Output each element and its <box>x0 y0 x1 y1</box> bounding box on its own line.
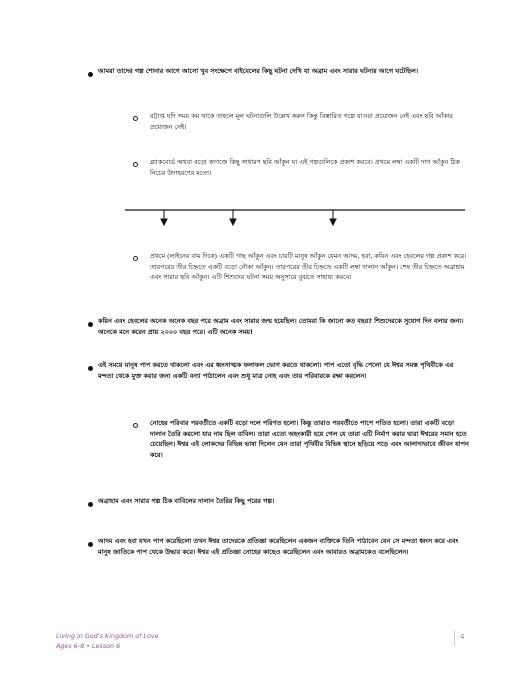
bullet-dot <box>88 542 93 547</box>
paragraph-intro: আমরা তাদের গল্প শোনার আগে আসো খুব সংক্ষেপে বাইবেলের কিছু ঘটনা দেখি যা অব্রাম এবং সারার ঘটনার আগে ঘটেছিল। <box>98 67 419 75</box>
footer-subtitle: Ages 6-8 • Lesson 6 <box>56 642 121 650</box>
page-number-divider <box>454 630 455 646</box>
page-number: 4 <box>460 633 465 641</box>
timeline-arrow <box>330 210 336 225</box>
timeline-arrow <box>161 210 167 225</box>
bullet-dot <box>88 502 93 507</box>
paragraph-instruction: ব্ল্যাকবোর্ড অথবা বড়ো কাগজে কিছু সাধারণ ছবি আঁকুন যা এই গল্পগুলিকে প্রকাশ করবে। প্রথমে লম্বা একটি দাগ আঁকুন ঠিক নিচের উদাহরণের মতো। <box>150 158 460 177</box>
bullet-dot <box>88 366 93 371</box>
paragraph-drawing-steps: প্রথমে (লাইনের বাম দিকে) একটি গাছ আঁকুন এবং চারটি মানুষ আঁকুন যেমন আদম, হবা, কয়িন এবং হেবলের গল্প প্রকাশ করে। তারপরের তীর চিহ্নতে একটি বড়ো নৌকা আঁকুন। তারপরের তীর চিহ্নতে একটি লম্বা দালান আঁকুন। শেষ তীর চিহ্নতে অব্রাহাম এবং সারার ছবি আঁকুন। এটি শিশুদের ঘটনা সময় অনুসারে বুঝতে সাহায্য করবে। <box>150 252 467 281</box>
bullet-dot <box>88 72 93 77</box>
paragraph-note: রট্টাপ্ত যদি সময় কম থাকে তাহলে মূল ঘটনাগুলি উল্লেখ করুন কিন্তু বিস্তারিত গল্পে যাওয়া প্রয়োজন নেই এবং ছবি আঁকার প্রয়োজন নেই। <box>150 112 453 131</box>
sub-bullet-circle <box>133 423 138 428</box>
paragraph-babel: নোহের পরিবার পরবর্তীতে একটি বড়ো দলে পরিণত হলো। কিন্তু তারাও পরবর্তীতে পাপে পতিত হলো। তারা একটি বড়ো দালান তৈরি করলো যার নাম ছিল বাবিল। তারা এতো অহংকারী হয়ে গেল যে তারা এটি নির্মাণ করার দ্বারা ঈশ্বরের সমান হতে চেয়েছিল। ঈশ্বর এই লোকদের বিভিন্ন ভাষা দিলেন যেন তারা পৃথিবীর বিভিন্ন স্থানে ছড়িয়ে পড়ে এবং আলাদাভাবে জীবন যাপন করে। <box>150 419 469 459</box>
bullet-dot <box>88 322 93 327</box>
paragraph-flood: এই সময়ে মানুষ পাপ করতে থাকলো এবং এর ধ্বংসাত্মক ফলাফল ভোগ করতে থাকলো। পাপ এতো বৃদ্ধি পেলো যে ঈশ্বর সমস্ত পৃথিবীকে এর মন্দতা থেকে মুক্ত করার জন্য একটি বন্যা পাঠালেন এবং শুধু মাত্র নোহ এবং তার পরিবারকে রক্ষা করলেন। <box>98 361 454 380</box>
sub-bullet-circle <box>133 162 138 167</box>
paragraph-promise: আদম এবং হবা যখন পাপ করেছিলো তখন ঈশ্বর তাদেরকে প্রতিজ্ঞা করেছিলেন একজন ব্যক্তিকে তিনি পাঠাবেন যেন সে মন্দতা ধ্বংস করে এবং মানুষ জাতিকে পাপ থেকে উদ্ধার করে। ঈশ্বর এই প্রতিজ্ঞা নোহের কাছেও করেছিলেন এবং আবারও অব্রামকেও বলেছিলেন। <box>98 537 459 556</box>
sub-bullet-circle <box>133 116 138 121</box>
timeline-arrow <box>230 210 236 225</box>
sub-bullet-circle <box>133 256 138 261</box>
paragraph-years: কয়িন এবং হেবলের অনেক অনেক বছর পরে অব্রাম এবং সারার জন্ম হয়েছিল। তোমরা কি জানো কত বছর? শিশুদেরকে সুযোগ দিন বলার জন্য। অনেকে মনে করেন প্রায় ২০০০ বছর পরে। এটি অনেক সময়! <box>98 317 464 336</box>
footer-title: Living in God's Kingdom of Love <box>56 632 159 640</box>
timeline-diagram <box>0 198 532 238</box>
paragraph-abraham: অব্রাহাম এবং সারার গল্প ঠিক বাবিলের দালান তৈরির কিছু পরের গল্প। <box>98 497 275 505</box>
